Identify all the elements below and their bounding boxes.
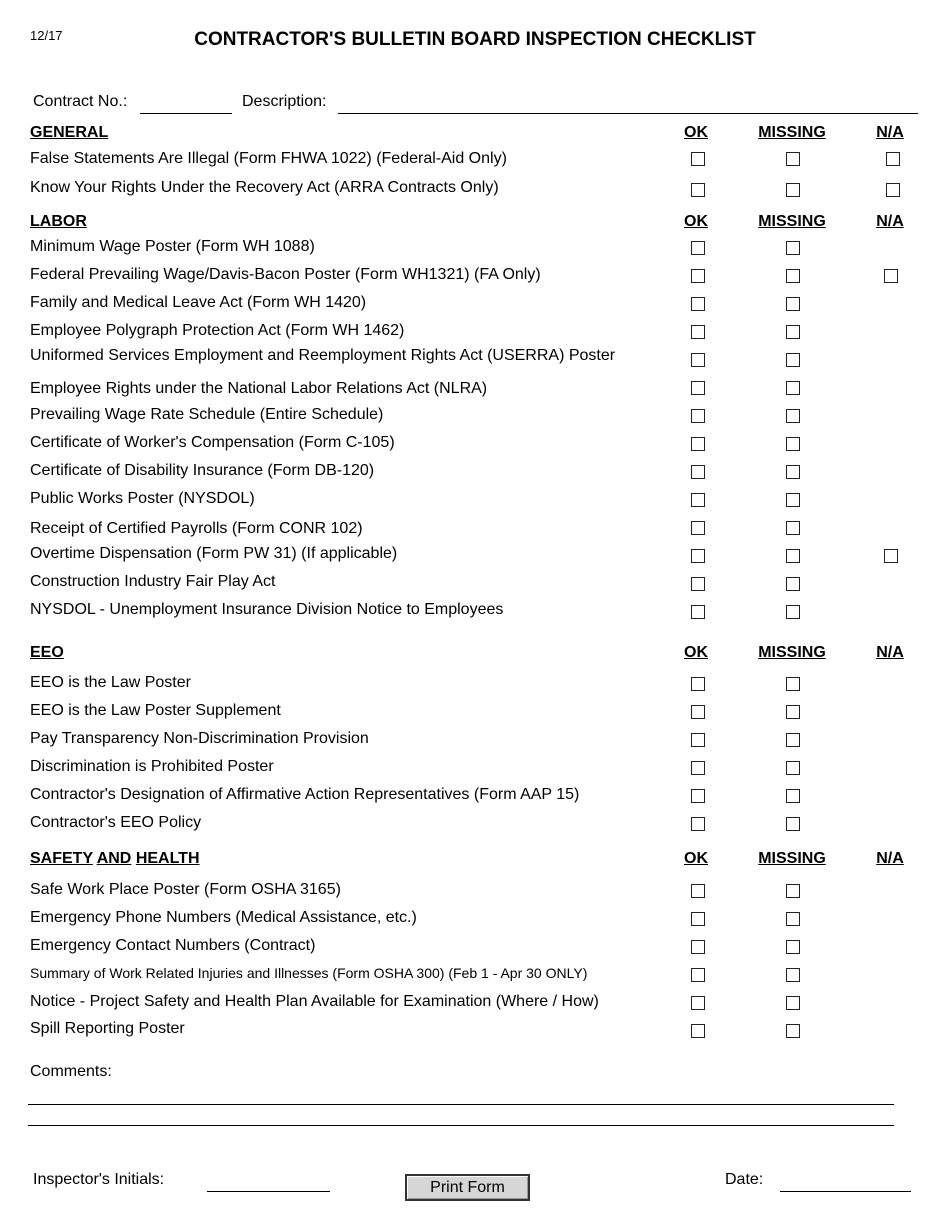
na-column-header: N/A	[876, 124, 904, 141]
ok-checkbox[interactable]	[691, 241, 705, 255]
missing-checkbox[interactable]	[786, 677, 800, 691]
ok-checkbox[interactable]	[691, 940, 705, 954]
na-checkbox[interactable]	[884, 549, 898, 563]
inspector-initials-label: Inspector's Initials:	[33, 1171, 165, 1188]
comments-line-1[interactable]	[28, 1104, 894, 1105]
checklist-item-label: EEO is the Law Poster Supplement	[30, 702, 281, 719]
checklist-item-label: Employee Polygraph Protection Act (Form WH 1462)	[30, 322, 405, 339]
ok-checkbox[interactable]	[691, 465, 705, 479]
section-heading-word: SAFETY	[30, 850, 93, 867]
missing-checkbox[interactable]	[786, 705, 800, 719]
checklist-item-label: Federal Prevailing Wage/Davis-Bacon Poster (Form WH1321) (FA Only)	[30, 266, 541, 283]
ok-checkbox[interactable]	[691, 996, 705, 1010]
missing-checkbox[interactable]	[786, 493, 800, 507]
checklist-item-label: NYSDOL - Unemployment Insurance Division Notice to Employees	[30, 601, 504, 618]
ok-checkbox[interactable]	[691, 733, 705, 747]
checklist-item-label: Contractor's EEO Policy	[30, 814, 202, 831]
missing-checkbox[interactable]	[786, 996, 800, 1010]
form-revision: 12/17	[30, 28, 63, 43]
ok-checkbox[interactable]	[691, 789, 705, 803]
ok-checkbox[interactable]	[691, 437, 705, 451]
missing-checkbox[interactable]	[786, 521, 800, 535]
ok-checkbox[interactable]	[691, 409, 705, 423]
missing-checkbox[interactable]	[786, 912, 800, 926]
section-heading-word: HEALTH	[135, 850, 200, 867]
page-title: CONTRACTOR'S BULLETIN BOARD INSPECTION CHECKLIST	[194, 29, 756, 50]
ok-checkbox[interactable]	[691, 152, 705, 166]
date-field[interactable]	[780, 1191, 911, 1192]
ok-checkbox[interactable]	[691, 549, 705, 563]
ok-column-header: OK	[684, 850, 708, 867]
comments-label: Comments:	[30, 1063, 112, 1080]
checklist-item-label: Contractor's Designation of Affirmative Action Representatives (Form AAP 15)	[30, 786, 580, 803]
checklist-item-label: Receipt of Certified Payrolls (Form CONR 102)	[30, 520, 363, 537]
ok-checkbox[interactable]	[691, 577, 705, 591]
missing-checkbox[interactable]	[786, 381, 800, 395]
section-labor-heading: LABOR	[30, 213, 87, 230]
ok-checkbox[interactable]	[691, 183, 705, 197]
comments-line-2[interactable]	[28, 1125, 894, 1126]
ok-checkbox[interactable]	[691, 912, 705, 926]
ok-checkbox[interactable]	[691, 325, 705, 339]
ok-checkbox[interactable]	[691, 493, 705, 507]
checklist-item-label: Know Your Rights Under the Recovery Act (ARRA Contracts Only)	[30, 179, 499, 196]
na-checkbox[interactable]	[884, 269, 898, 283]
missing-checkbox[interactable]	[786, 817, 800, 831]
missing-checkbox[interactable]	[786, 409, 800, 423]
na-checkbox[interactable]	[886, 152, 900, 166]
ok-checkbox[interactable]	[691, 968, 705, 982]
ok-checkbox[interactable]	[691, 761, 705, 775]
missing-checkbox[interactable]	[786, 325, 800, 339]
na-column-header: N/A	[876, 850, 904, 867]
ok-checkbox[interactable]	[691, 521, 705, 535]
ok-checkbox[interactable]	[691, 817, 705, 831]
section-safety-health-heading	[30, 850, 200, 868]
checklist-item-label: EEO is the Law Poster	[30, 674, 191, 691]
missing-checkbox[interactable]	[786, 884, 800, 898]
missing-checkbox[interactable]	[786, 297, 800, 311]
ok-checkbox[interactable]	[691, 677, 705, 691]
missing-checkbox[interactable]	[786, 761, 800, 775]
checklist-item-label: Emergency Phone Numbers (Medical Assistance, etc.)	[30, 909, 417, 926]
checklist-item-label: Construction Industry Fair Play Act	[30, 573, 276, 590]
contract-no-field[interactable]	[140, 113, 232, 114]
ok-checkbox[interactable]	[691, 884, 705, 898]
missing-checkbox[interactable]	[786, 789, 800, 803]
ok-checkbox[interactable]	[691, 353, 705, 367]
date-label: Date:	[725, 1171, 764, 1188]
missing-checkbox[interactable]	[786, 353, 800, 367]
na-column-header: N/A	[876, 644, 904, 661]
missing-checkbox[interactable]	[786, 940, 800, 954]
checklist-item-label: Notice - Project Safety and Health Plan Available for Examination (Where / How)	[30, 993, 599, 1010]
checklist-item-label: Pay Transparency Non-Discrimination Provision	[30, 730, 369, 747]
checklist-item-label: Family and Medical Leave Act (Form WH 1420)	[30, 294, 367, 311]
checklist-item-label: Uniformed Services Employment and Reemployment Rights Act (USERRA) Poster	[30, 347, 616, 364]
checklist-item-label: Emergency Contact Numbers (Contract)	[30, 937, 316, 954]
description-label: Description:	[242, 93, 327, 110]
checklist-item-label: False Statements Are Illegal (Form FHWA 1022) (Federal-Aid Only)	[30, 150, 507, 167]
missing-checkbox[interactable]	[786, 269, 800, 283]
checklist-item-label: Spill Reporting Poster	[30, 1020, 185, 1037]
missing-checkbox[interactable]	[786, 605, 800, 619]
ok-column-header: OK	[684, 124, 708, 141]
missing-checkbox[interactable]	[786, 577, 800, 591]
missing-checkbox[interactable]	[786, 465, 800, 479]
na-column-header: N/A	[876, 213, 904, 230]
checklist-item-label: Prevailing Wage Rate Schedule (Entire Schedule)	[30, 406, 384, 423]
ok-column-header: OK	[684, 213, 708, 230]
missing-checkbox[interactable]	[786, 968, 800, 982]
ok-checkbox[interactable]	[691, 269, 705, 283]
missing-checkbox[interactable]	[786, 549, 800, 563]
ok-checkbox[interactable]	[691, 705, 705, 719]
section-eeo-heading: EEO	[30, 644, 64, 661]
ok-column-header: OK	[684, 644, 708, 661]
na-checkbox[interactable]	[886, 183, 900, 197]
missing-checkbox[interactable]	[786, 733, 800, 747]
print-form-button[interactable]: Print Form	[405, 1174, 530, 1201]
missing-checkbox[interactable]	[786, 152, 800, 166]
ok-checkbox[interactable]	[691, 381, 705, 395]
checklist-item-label: Certificate of Worker's Compensation (Form C-105)	[30, 434, 395, 451]
checklist-item-label: Overtime Dispensation (Form PW 31) (If applicable)	[30, 545, 398, 562]
checklist-item-label: Public Works Poster (NYSDOL)	[30, 490, 255, 507]
checklist-item-label: Employee Rights under the National Labor Relations Act (NLRA)	[30, 380, 488, 397]
ok-checkbox[interactable]	[691, 1024, 705, 1038]
ok-checkbox[interactable]	[691, 297, 705, 311]
inspector-initials-field[interactable]	[207, 1191, 330, 1192]
missing-column-header: MISSING	[758, 213, 826, 230]
checklist-item-label: Minimum Wage Poster (Form WH 1088)	[30, 238, 315, 255]
checklist-item-label: Summary of Work Related Injuries and Illnesses (Form OSHA 300) (Feb 1 - Apr 30 ONLY)	[30, 965, 588, 981]
missing-checkbox[interactable]	[786, 241, 800, 255]
ok-checkbox[interactable]	[691, 605, 705, 619]
checklist-item-label: Discrimination is Prohibited Poster	[30, 758, 274, 775]
missing-checkbox[interactable]	[786, 437, 800, 451]
section-general-heading: GENERAL	[30, 124, 109, 141]
missing-checkbox[interactable]	[786, 1024, 800, 1038]
checklist-item-label: Certificate of Disability Insurance (Form DB-120)	[30, 462, 375, 479]
missing-column-header: MISSING	[758, 124, 826, 141]
contract-no-label: Contract No.:	[33, 93, 128, 110]
missing-checkbox[interactable]	[786, 183, 800, 197]
checklist-item-label: Safe Work Place Poster (Form OSHA 3165)	[30, 881, 341, 898]
missing-column-header: MISSING	[758, 850, 826, 867]
description-field[interactable]	[338, 113, 918, 114]
missing-column-header: MISSING	[758, 644, 826, 661]
section-heading-word: AND	[96, 850, 132, 867]
